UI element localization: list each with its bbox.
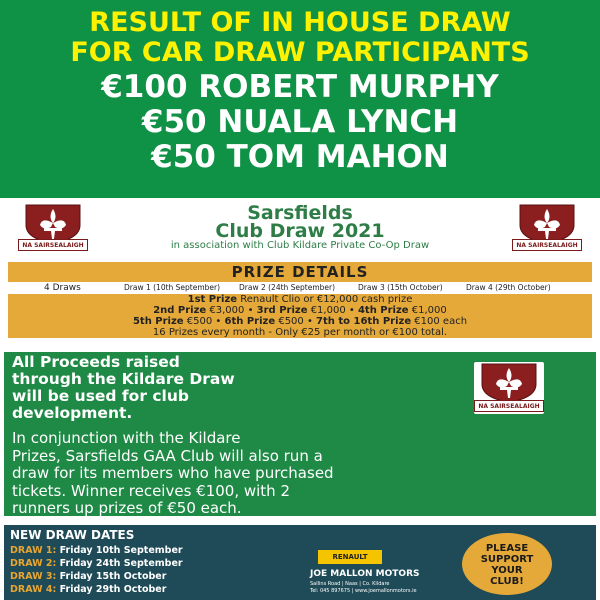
sponsor-brand: RENAULT (332, 553, 368, 561)
draw-date-row (10, 571, 166, 582)
second-prize-label: 2nd Prize (153, 305, 207, 316)
proceeds-text-line: tickets. Winner receives €100, with 2 (12, 481, 290, 500)
draws-count: 4 Draws (44, 283, 81, 293)
draw-date-label: DRAW 1: (10, 545, 57, 556)
badge-line: SUPPORT (480, 554, 534, 565)
sponsor-block (310, 550, 450, 595)
draw-date-value: Friday 15th October (59, 571, 167, 582)
proceeds-heading-line: development. (12, 404, 133, 422)
proceeds-text-line: runners up prizes of €50 each. (12, 499, 242, 517)
banner-subtitle: FOR CAR DRAW PARTICIPANTS (70, 37, 530, 68)
sixth-prize-value: €500 (278, 316, 304, 327)
third-prize-value: €1,000 (310, 305, 346, 316)
proceeds-text-line: Prizes, Sarsfields GAA Club will also run a (12, 446, 323, 465)
seventh-to-sixteenth-prize-label: 7th to 16th Prize (316, 316, 412, 327)
winner-first: €100 ROBERT MURPHY (101, 69, 499, 105)
winner-third: €50 TOM MAHON (151, 139, 449, 175)
club-name: Sarsfields (247, 202, 353, 224)
draw-2-date: Draw 2 (24th September) (239, 283, 336, 292)
draw-date-value: Friday 10th September (59, 545, 183, 556)
fourth-prize-value: €1,000 (411, 305, 447, 316)
prizes-2-to-4-line: 2nd Prize €3,000 • 3rd Prize €1,000 • 4th Prize €1,000 (153, 305, 447, 316)
crest-ribbon: NA SAIRSEALAIGH (512, 239, 582, 251)
fifth-prize-label: 5th Prize (132, 316, 184, 327)
sponsor-contact: Tel: 045 897675 | www.joemallonmotors.ie (310, 588, 417, 594)
fourth-prize-label: 4th Prize (357, 305, 409, 316)
proceeds-heading-line: All Proceeds raised (12, 353, 180, 371)
draw-3-date: Draw 3 (15th October) (358, 283, 443, 292)
prize-list (8, 294, 592, 338)
sponsor-address: Sallins Road | Naas | Co. Kildare (310, 581, 390, 587)
draw-4-date: Draw 4 (29th October) (466, 283, 551, 292)
first-prize-label: 1st Prize (187, 294, 238, 305)
association-note: in association with Club Kildare Private Co-Op Draw (170, 240, 430, 251)
prize-summary: 16 Prizes every month - Only €25 per month or €100 total. (152, 327, 448, 338)
crest-ribbon: NA SAIRSEALAIGH (474, 400, 544, 412)
second-prize-value: €3,000 (209, 305, 245, 316)
draw-date-row (10, 545, 183, 556)
proceeds-heading-line: will be used for club (12, 387, 189, 405)
third-prize-label: 3rd Prize (256, 305, 308, 316)
results-banner (0, 0, 600, 198)
draw-title: Club Draw 2021 (215, 220, 385, 242)
club-crest-proceeds (474, 362, 544, 414)
crest-ribbon: NA SAIRSEALAIGH (18, 239, 88, 251)
draw-date-label: DRAW 2: (10, 558, 57, 569)
draw-date-label: DRAW 3: (10, 571, 57, 582)
draw-date-row (10, 584, 166, 595)
badge-line: YOUR (491, 565, 523, 576)
draw-dates-header: NEW DRAW DATES (10, 528, 135, 542)
prize-details-header: PRIZE DETAILS (8, 262, 592, 282)
proceeds-description (12, 430, 452, 518)
draws-schedule (8, 282, 592, 294)
sixth-prize-label: 6th Prize (224, 316, 276, 327)
fifth-prize-value: €500 (186, 316, 213, 327)
draw-date-value: Friday 24th September (59, 558, 183, 569)
proceeds-text-line: In conjunction with the Kildare (12, 429, 241, 447)
badge-line: PLEASE (485, 543, 529, 554)
support-club-badge (462, 533, 552, 595)
sponsor-name: JOE MALLON MOTORS (310, 569, 420, 579)
club-crest-right (512, 203, 582, 255)
renault-logo-icon (318, 550, 382, 564)
proceeds-info-box (4, 352, 596, 516)
proceeds-heading (12, 354, 462, 422)
fleur-de-lis-crest-icon (474, 362, 544, 404)
badge-line: CLUB! (490, 576, 524, 587)
banner-title: RESULT OF IN HOUSE DRAW (89, 7, 511, 38)
draw-date-label: DRAW 4: (10, 584, 57, 595)
draw-1-date: Draw 1 (10th September) (124, 283, 221, 292)
prizes-5-to-16-line: 5th Prize €500 • 6th Prize €500 • 7th to 16th Prize €100 each (132, 316, 468, 327)
proceeds-text-line: draw for its members who have purchased (12, 464, 334, 482)
draw-date-row (10, 558, 183, 569)
draw-date-value: Friday 29th October (59, 584, 167, 595)
first-prize-value: Renault Clio or €12,000 cash prize (240, 294, 413, 305)
first-prize-line (8, 294, 592, 305)
winner-second: €50 NUALA LYNCH (141, 104, 459, 140)
club-crest-left (18, 203, 88, 255)
proceeds-heading-line: through the Kildare Draw (12, 370, 235, 388)
seventh-to-sixteenth-prize-value: €100 each (414, 316, 468, 327)
